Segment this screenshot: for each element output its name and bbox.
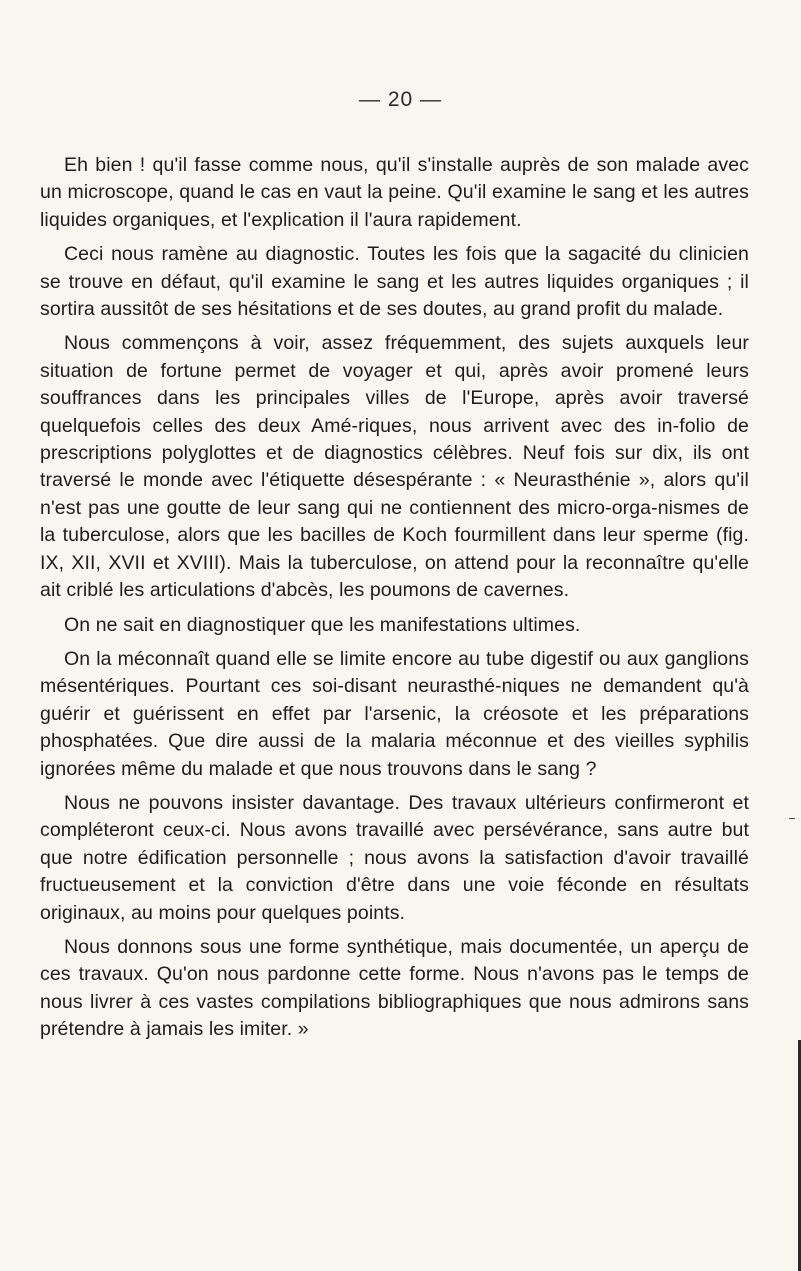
paragraph-7: Nous donnons sous une forme synthétique, mais documentée, un aperçu de ces travaux. Qu'on nous pardonne cette forme. Nous n'avons pas le temps de nous livrer à ces vastes compilations bibliographiques que nous admirons sans prétendre à jamais les imiter. » bbox=[40, 935, 749, 1041]
paragraph-2: Ceci nous ramène au diagnostic. Toutes les fois que la sagacité du clinicien se trouve en défaut, qu'il examine le sang et les autres liquides organiques ; il sortira aussitôt de ses hésitations et de ses doutes, au grand profit du malade. bbox=[40, 243, 749, 321]
paragraph-1: Eh bien ! qu'il fasse comme nous, qu'il s'installe auprès de son malade avec un microscope, quand le cas en vaut la peine. Qu'il examine le sang et les autres liquides organiques, et l'explication il l'aura rapidement. bbox=[40, 154, 749, 231]
paragraph-6: Nous ne pouvons insister davantage. Des travaux ultérieurs confirmeront et compléteront ceux-ci. Nous avons travaillé avec persévérance, sans autre but que notre édification personnelle ; nous avons la satisfaction d'avoir travaillé fructueusement et la conviction d'être dans une voie féconde en résultats originaux, au moins pour quelques points. bbox=[40, 791, 749, 924]
paragraph-3: Nous commençons à voir, assez fréquemment, des sujets auxquels leur situation de fortune permet de voyager et qui, après avoir promené leurs souffrances dans les principales villes de l'Europe, après avoir traversé quelquefois celles des deux Amé-riques, nous arrivent avec des in-folio de prescriptions polyglottes et de diagnostics célèbres. Neuf fois sur dix, ils ont traversé le monde avec l'étiquette désespérante : « Neurasthénie », alors qu'il n'est pas une goutte de leur sang qui ne contiennent des micro-orga-nismes de la tuberculose, alors que les bacilles de Koch fourmillent dans leur sperme (fig. IX, XII, XVII et XVIII). Mais la tuberculose, on attend pour la reconnaître qu'elle ait criblé les articulations d'abcès, les poumons de cavernes. bbox=[40, 332, 749, 602]
body-text bbox=[40, 152, 749, 1051]
paragraph-4: On ne sait en diagnostiquer que les manifestations ultimes. bbox=[64, 613, 581, 636]
page-number: — 20 — bbox=[358, 88, 443, 111]
paragraph-5: On la méconnaît quand elle se limite encore au tube digestif ou aux ganglions mésentériques. Pourtant ces soi-disant neurasthé-niques ne demandent qu'à guérir et guérissent en effet par l'arsenic, la créosote et les préparations phosphatées. Que dire aussi de la malaria méconnue et des vieilles syphilis ignorées même du malade et que nous trouvons dans le sang ? bbox=[40, 647, 749, 780]
margin-mark bbox=[789, 818, 795, 819]
